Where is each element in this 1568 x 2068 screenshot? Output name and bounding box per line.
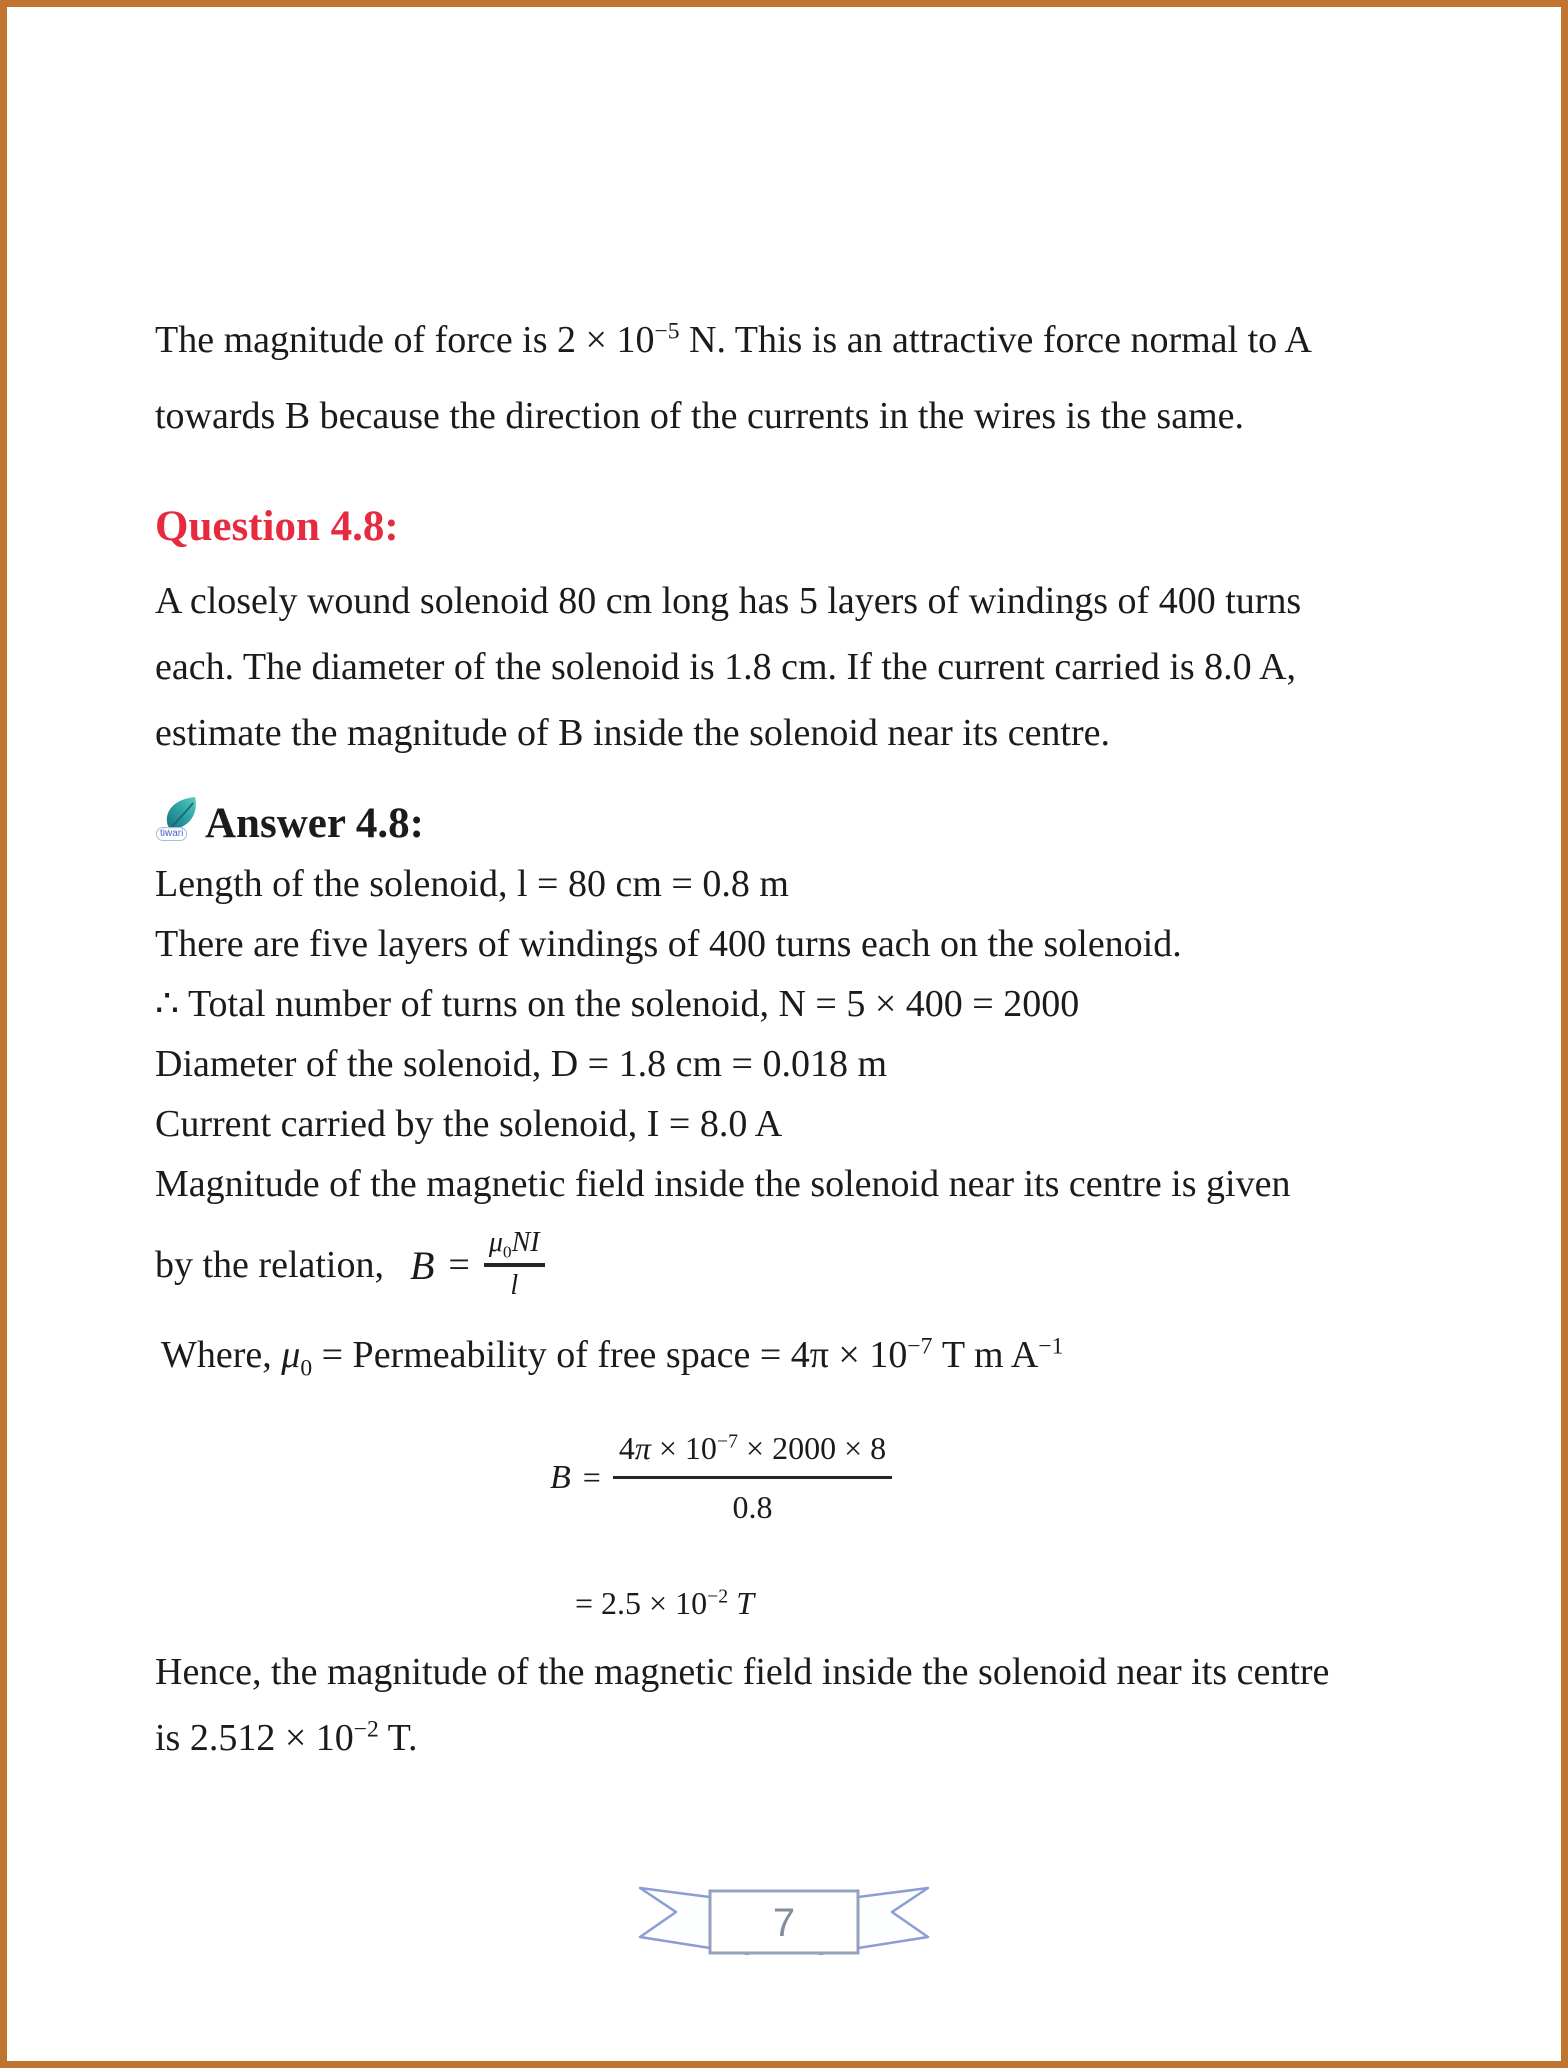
- pi-symbol: π: [634, 1430, 651, 1466]
- exponent: −2: [353, 1716, 379, 1743]
- variable-B: B: [550, 1458, 571, 1496]
- mu-symbol: μ: [281, 1334, 301, 1376]
- display-equation: [550, 1426, 892, 1529]
- relation-text: by the relation,: [155, 1244, 384, 1286]
- intro-line-2: towards B because the direction of the currents in the wires is the same.: [155, 395, 1244, 437]
- fraction-numerator: $\mu_0NI$: [484, 1228, 545, 1267]
- tiwari-leaf-logo-icon: [155, 794, 205, 848]
- equation-denominator: 0.8: [732, 1489, 773, 1525]
- page-number: 7: [772, 1901, 796, 1945]
- fraction-denominator: l: [510, 1270, 519, 1301]
- ribbon-icon: [636, 1875, 932, 1961]
- page-content: [7, 7, 1561, 1771]
- question-heading: Question 4.8:: [155, 503, 399, 550]
- equals-sign: =: [582, 1459, 601, 1495]
- exponent: −5: [654, 318, 680, 345]
- tesla-unit: T: [736, 1585, 754, 1621]
- question-body: [155, 568, 1441, 766]
- equals-sign: =: [448, 1244, 470, 1286]
- answer-line-total-turns: ∴ Total number of turns on the solenoid, N = 5 × 400 = 2000: [155, 983, 1080, 1025]
- exponent: −2: [707, 1585, 729, 1608]
- where-definition-line: Where, $\mu_0$ = Permeability of free space = $4\pi \times 10^{-7}$ T m $A^{-1}$: [161, 1333, 1064, 1382]
- result-line: = $2.5 \times 10^{-2}$ T: [575, 1585, 754, 1621]
- question-line-1: A closely wound solenoid 80 cm long has 5 layers of windings of 400 turns: [155, 580, 1302, 622]
- equation-fraction: [613, 1426, 892, 1529]
- answer-line-current: Current carried by the solenoid, I = 8.0 A: [155, 1103, 783, 1145]
- answer-line-layers: There are five layers of windings of 400 turns each on the solenoid.: [155, 923, 1182, 965]
- fraction-mu0NI-over-l: [484, 1228, 545, 1302]
- answer-line-diameter: Diameter of the solenoid, D = 1.8 cm = 0.018 m: [155, 1043, 888, 1085]
- intro-paragraph: [155, 302, 1441, 454]
- conclusion-line-2: is $2.512 \times 10^{-2}$ T.: [155, 1716, 418, 1759]
- answer-heading-row: [155, 794, 1441, 848]
- equation-numerator: $4\pi \times 10^{-7} \times 2000 \times 8$: [613, 1426, 892, 1479]
- page-number-banner: [636, 1875, 932, 1961]
- logo-wordmark: tiwari: [156, 827, 187, 841]
- question-line-3: estimate the magnitude of B inside the solenoid near its centre.: [155, 712, 1111, 754]
- exponent: −7: [907, 1333, 933, 1360]
- conclusion-line-1: Hence, the magnitude of the magnetic field inside the solenoid near its centre: [155, 1651, 1330, 1693]
- conclusion-paragraph: [155, 1639, 1441, 1771]
- variable-B: B: [409, 1242, 435, 1288]
- relation-formula-line: [155, 1214, 1441, 1316]
- exponent: −1: [1038, 1333, 1064, 1360]
- question-line-2: each. The diameter of the solenoid is 1.8 cm. If the current carried is 8.0 A,: [155, 646, 1297, 688]
- intro-line-1: The magnitude of force is $2 \times 10^{-5}$ N. This is an attractive force normal to A: [155, 318, 1312, 361]
- answer-line-length: Length of the solenoid, l = 80 cm = 0.8 m: [155, 863, 789, 905]
- answer-line-magnitude: Magnitude of the magnetic field inside the solenoid near its centre is given: [155, 1163, 1291, 1205]
- answer-heading: Answer 4.8:: [205, 800, 424, 847]
- exponent: −7: [716, 1430, 739, 1453]
